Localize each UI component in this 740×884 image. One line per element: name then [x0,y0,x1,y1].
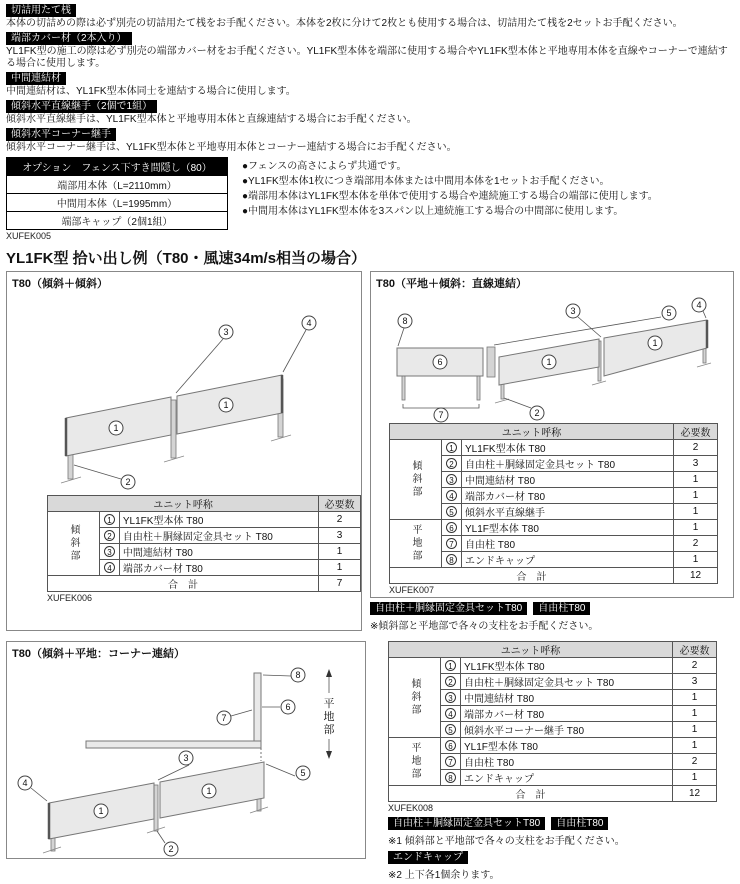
option-table-row: 中間用本体（L=1995mm） [7,194,228,212]
note-label: 中間連結材 [6,72,66,85]
svg-text:6: 6 [285,702,291,712]
circled-number: 3 [104,546,115,557]
qty-header: 必要数 [319,496,361,512]
total-value: 12 [674,568,718,584]
circled-number: 2 [445,676,456,687]
row-number [442,488,462,504]
unit-table-header-row [48,496,361,512]
note-label: 傾斜水平直線継手（2個で1組） [6,100,157,113]
option-table-wrap [6,157,228,241]
svg-text:1: 1 [546,357,552,367]
unit-table-wrap [47,495,361,592]
circled-number: 2 [446,458,457,469]
unit-name: エンドキャップ [461,770,673,786]
note-block [6,4,734,30]
unit-name: YL1F型本体 T80 [461,738,673,754]
unit-name: 中間連結材 T80 [462,472,674,488]
unit-name: YL1F型本体 T80 [462,520,674,536]
callout-8 [263,668,305,682]
row-number [442,552,462,568]
unit-name: 傾斜水平コーナー継手 T80 [461,722,673,738]
box-title: T80（傾斜＋傾斜） [12,278,108,290]
flat-fence-plan [86,741,261,748]
svg-text:8: 8 [402,316,408,326]
svg-text:1: 1 [113,423,119,433]
unit-qty: 3 [319,528,361,544]
unit-qty: 1 [673,738,717,754]
fence-post [402,376,405,400]
note-block [6,72,734,98]
group-label: 傾斜部 [390,440,442,520]
unit-qty: 1 [674,504,718,520]
examples-row-2 [6,641,734,884]
option-row [6,157,734,241]
figure-code: XUFEK006 [47,593,93,603]
svg-text:3: 3 [223,327,229,337]
group-label: 平地部 [389,738,441,786]
unit-name: 端部カバー材 T80 [461,706,673,722]
unit-name: 自由柱 T80 [461,754,673,770]
unit-name: YL1FK型本体 T80 [119,512,318,528]
post-bracket [403,404,479,408]
note-text: 傾斜水平コーナー継手は、YL1FK型本体と平地専用本体とコーナー連結する場合にお手配ください。 [6,142,457,153]
circled-number: 8 [446,554,457,565]
callout-1 [94,804,108,818]
total-label: 合 計 [390,568,674,584]
unit-name: 自由柱＋胴縁固定金具セット T80 [462,456,674,472]
unit-name: YL1FK型本体 T80 [461,658,673,674]
circled-number: 6 [446,522,457,533]
unit-name-header: ユニット呼称 [389,642,673,658]
unit-name: 自由柱＋胴縁固定金具セット T80 [119,528,318,544]
qty-header: 必要数 [673,642,717,658]
unit-qty: 2 [674,440,718,456]
svg-text:2: 2 [168,844,174,854]
circled-number: 3 [446,474,457,485]
row-number [441,706,461,722]
unit-name: 自由柱 T80 [462,536,674,552]
bullet-item: ●中間用本体はYL1FK型本体を3スパン以上連続施工する場合の中間部に使用します。 [242,206,624,217]
svg-text:5: 5 [666,308,672,318]
bullet-list [242,159,658,241]
row-number [442,520,462,536]
part-tag: 自由柱＋胴縁固定金具セットT80 [388,817,545,830]
footnote: ※1 傾斜部と平地部で各々の支柱をお手配ください。 [388,836,625,847]
row-number [100,544,120,560]
bullet-item: ●フェンスの高さによらず共通です。 [242,161,407,172]
part-tags [388,817,734,830]
unit-table-wrap [388,641,734,802]
unit-name: エンドキャップ [462,552,674,568]
note-label: 切詰用たて桟 [6,4,76,17]
unit-qty: 1 [674,520,718,536]
unit-qty: 2 [673,658,717,674]
callout-2 [157,831,178,856]
svg-text:1: 1 [223,400,229,410]
part-tags [370,602,734,615]
group-label: 平地部 [390,520,442,568]
unit-qty: 1 [673,690,717,706]
callout-1 [542,355,556,369]
row-number [441,738,461,754]
total-label: 合 計 [48,576,319,592]
unit-qty: 1 [674,552,718,568]
svg-text:4: 4 [306,318,312,328]
svg-text:1: 1 [98,806,104,816]
unit-name: YL1FK型本体 T80 [462,440,674,456]
figure-code: XUFEK005 [6,231,52,241]
unit-row [389,738,717,754]
example-col-2 [370,271,734,635]
callout-6 [433,355,447,369]
row-number [441,770,461,786]
note-label: 端部カバー材（2本入り） [6,32,132,45]
circled-number: 7 [445,756,456,767]
unit-name: 自由柱＋胴縁固定金具セット T80 [461,674,673,690]
flat-section-span [324,669,335,759]
svg-text:8: 8 [295,670,301,680]
unit-qty: 3 [673,674,717,690]
row-number [442,504,462,520]
circled-number: 3 [445,692,456,703]
group-label: 傾斜部 [389,658,441,738]
circled-number: 5 [445,724,456,735]
svg-text:平: 平 [323,698,335,710]
unit-qty: 1 [673,722,717,738]
fence-post [477,376,480,400]
note-text: 本体の切詰めの際は必ず別売の切詰用たて桟をお手配ください。本体を2枚に分けて2枚とも使用する場合は、切詰用たて桟を2セットお手配ください。 [6,18,683,29]
unit-row [390,440,718,456]
row-number [441,658,461,674]
row-number [100,560,120,576]
option-table-row: 端部キャップ（2個1組） [7,212,228,230]
part-tag: 自由柱T80 [533,602,590,615]
box-title: T80（傾斜＋平地：コーナー連結） [12,648,185,660]
circled-number: 1 [446,442,457,453]
footnote: ※2 上下各1個余ります。 [388,870,500,881]
unit-qty: 2 [674,536,718,552]
unit-qty: 1 [319,560,361,576]
callout-8 [398,314,412,346]
note-block [6,32,734,70]
circled-number: 5 [446,506,457,517]
circled-number: 8 [445,772,456,783]
svg-text:4: 4 [696,300,702,310]
callout-7 [434,408,448,422]
circled-number: 4 [104,562,115,573]
unit-row [389,658,717,674]
unit-qty: 1 [674,488,718,504]
unit-row [48,512,361,528]
circled-number: 7 [446,538,457,549]
callout-3 [158,751,193,780]
fence-diagram-corner [11,663,361,858]
unit-qty: 2 [319,512,361,528]
unit-qty: 1 [319,544,361,560]
svg-text:3: 3 [570,306,576,316]
svg-text:5: 5 [300,768,306,778]
example-box-flat-slope [370,271,734,598]
total-value: 7 [319,576,361,592]
unit-qty: 1 [673,706,717,722]
part-tag: 自由柱T80 [551,817,608,830]
svg-text:1: 1 [652,338,658,348]
callout-5 [266,764,310,780]
callout-4 [283,316,316,372]
part-tag: エンドキャップ [388,851,468,864]
callout-1 [648,336,662,350]
circled-number: 4 [445,708,456,719]
footnote: ※傾斜部と平地部で各々の支柱をお手配ください。 [370,621,599,632]
total-row [390,568,718,584]
row-number [441,690,461,706]
note-block [6,100,734,126]
unit-table [389,423,718,584]
unit-table-header-row [389,642,717,658]
svg-text:2: 2 [534,408,540,418]
fence-diagram-flat-slope [377,293,727,423]
callout-1 [202,784,216,798]
row-number [442,536,462,552]
unit-qty: 2 [673,754,717,770]
top-notes-section [6,4,734,154]
unit-table [388,641,717,802]
note-text: 中間連結材は、YL1FK型本体同士を連結する場合に使用します。 [6,86,296,97]
callout-2 [74,465,135,489]
svg-text:4: 4 [22,778,28,788]
fence-post [171,400,176,458]
row-number [441,674,461,690]
figure-code: XUFEK008 [388,803,434,813]
note-block [6,128,734,154]
row-number [100,512,120,528]
callout-6 [262,700,295,714]
svg-text:7: 7 [221,713,227,723]
circled-number: 4 [446,490,457,501]
flat-fence-plan [254,673,261,743]
note-text: YL1FK型の施工の際は必ず別売の端部カバー材をお手配ください。YL1FK型本体を端部に使用する場合やYL1FK型本体と平地専用本体を直線やコーナーで連結する場合に使用します。 [6,46,728,69]
unit-qty: 1 [674,472,718,488]
fence-post [154,785,158,831]
bullet-item: ●端部用本体はYL1FK型本体を単体で使用する場合や連続施工する場合の端部に使用します。 [242,191,658,202]
row-number [100,528,120,544]
unit-name: 端部カバー材 T80 [462,488,674,504]
circled-number: 1 [445,660,456,671]
callout-7 [217,710,252,725]
option-table [6,157,228,230]
unit-name: 中間連結材 T80 [119,544,318,560]
option-table-row: 端部用本体（L=2110mm） [7,176,228,194]
part-tags [388,851,734,864]
bullet-item: ●YL1FK型本体1枚につき端部用本体または中間用本体を1セットお手配ください。 [242,176,610,187]
circled-number: 1 [104,514,115,525]
unit-table-wrap [389,423,733,584]
svg-text:3: 3 [183,753,189,763]
callout-4 [692,298,706,318]
total-label: 合 計 [389,786,673,802]
unit-table-header-row [390,424,718,440]
svg-text:2: 2 [125,477,131,487]
option-table-header: オプション フェンス下すき間隠し（80） [7,158,228,176]
total-value: 12 [673,786,717,802]
row-number [441,754,461,770]
note-text: 傾斜水平直線継手は、YL1FK型本体と平地専用本体と直線連結する場合にお手配ください。 [6,114,417,125]
row-number [442,440,462,456]
unit-name: 端部カバー材 T80 [119,560,318,576]
unit-qty: 1 [673,770,717,786]
unit-name-header: ユニット呼称 [48,496,319,512]
unit-qty: 3 [674,456,718,472]
unit-name: 傾斜水平直線継手 [462,504,674,520]
example-box-slope-slope [6,271,362,631]
svg-text:7: 7 [438,410,444,420]
box-title: T80（平地＋傾斜：直線連結） [376,278,527,290]
example-box-corner [6,641,366,859]
total-row [48,576,361,592]
unit-name-header: ユニット呼称 [390,424,674,440]
circled-number: 6 [445,740,456,751]
circled-number: 2 [104,530,115,541]
row-number [442,456,462,472]
fence-diagram-slope-slope [11,293,357,491]
unit-name: 中間連結材 T80 [461,690,673,706]
part-tag: 自由柱＋胴縁固定金具セットT80 [370,602,527,615]
group-label: 傾斜部 [48,512,100,576]
callout-2 [504,398,544,420]
corner-table-column [374,641,734,884]
joint-piece [487,347,495,377]
total-row [389,786,717,802]
svg-text:1: 1 [206,786,212,796]
qty-header: 必要数 [674,424,718,440]
note-label: 傾斜水平コーナー継手 [6,128,116,141]
svg-text:部: 部 [323,724,335,736]
unit-row [390,520,718,536]
examples-row-1 [6,271,734,635]
svg-text:6: 6 [437,357,443,367]
unit-table [47,495,361,592]
row-number [441,722,461,738]
callout-1 [109,421,123,435]
svg-text:地: 地 [323,711,335,723]
callout-4 [18,776,47,801]
row-number [442,472,462,488]
section-title: YL1FK型 拾い出し例（T80・風速34m/s相当の場合） [6,250,367,267]
figure-code: XUFEK007 [389,585,435,595]
callout-1 [219,398,233,412]
callout-3 [176,325,233,393]
